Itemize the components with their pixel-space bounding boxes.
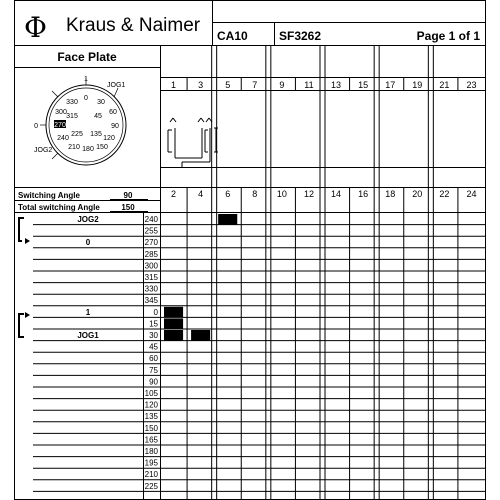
contact-number-bottom: 16	[358, 189, 369, 199]
dial-highlighted-value: 270	[54, 122, 66, 129]
dial-number: 300	[55, 109, 67, 116]
dial-label-1: 1	[84, 76, 88, 83]
angle-value: 345	[144, 296, 158, 306]
angle-value: 225	[144, 481, 158, 491]
dial-number: 0	[84, 95, 88, 102]
angle-value: 195	[144, 458, 158, 468]
contact-number-top: 9	[279, 80, 285, 90]
contact-number-bottom: 10	[276, 189, 287, 199]
total-switching-angle-label: Total switching Angle	[18, 203, 100, 212]
dial-number: 150	[96, 144, 108, 151]
angle-value: 165	[144, 435, 158, 445]
face-plate-frame	[14, 45, 485, 500]
contact-number-top: 21	[439, 80, 450, 90]
angle-value: 315	[144, 273, 158, 282]
contact-number-bottom: 24	[466, 189, 477, 199]
switching-angle-value: 90	[123, 191, 133, 200]
program-code: SF3262	[279, 29, 322, 43]
switching-angle-label: Switching Angle	[18, 191, 80, 200]
position-label: JOG1	[77, 331, 99, 340]
contact-number-bottom: 4	[198, 189, 204, 199]
switching-table-angles	[145, 215, 159, 491]
total-switching-angle-value: 150	[121, 203, 135, 212]
contact-schematic	[168, 118, 218, 168]
position-label: JOG2	[77, 215, 99, 224]
angle-value: 135	[144, 412, 158, 422]
series-code: CA10	[217, 29, 248, 43]
closed-contact-mark	[218, 214, 237, 225]
angle-value: 300	[144, 261, 158, 271]
dial-label-0: 0	[34, 123, 38, 130]
dial-number: 315	[66, 113, 78, 120]
angle-value: 105	[144, 389, 158, 398]
dial-label-jog1: JOG1	[107, 82, 126, 89]
contact-number-top: 19	[412, 80, 423, 90]
switching-table-grid	[33, 213, 485, 500]
angle-value: 285	[144, 249, 158, 259]
angle-value: 255	[144, 226, 158, 236]
brand-logo: Φ	[24, 11, 47, 44]
dial-number: 60	[109, 109, 117, 116]
closed-contact-mark	[164, 307, 183, 318]
angle-value: 120	[144, 400, 158, 410]
dial-number: 30	[97, 99, 105, 106]
angle-value: 150	[144, 423, 158, 433]
closed-contact-mark	[164, 318, 183, 329]
bracket-lower-icon	[19, 314, 24, 337]
contact-number-bottom: 18	[385, 189, 396, 199]
angle-value: 210	[144, 470, 158, 480]
dial-number: 135	[90, 131, 102, 138]
closed-contact-mark	[164, 330, 183, 341]
switching-table-contacts	[164, 214, 237, 341]
dial-number: 225	[71, 131, 83, 138]
contact-number-bottom: 8	[252, 189, 258, 199]
angle-value: 60	[149, 354, 158, 364]
dial-number: 120	[103, 135, 115, 142]
contact-number-bottom: 20	[412, 189, 423, 199]
angle-value: 270	[144, 238, 158, 248]
rotation-arrows	[25, 238, 30, 318]
angle-value: 240	[144, 215, 158, 224]
contact-number-top: 3	[198, 80, 204, 90]
page-indicator: Page 1 of 1	[416, 29, 480, 43]
angle-value: 180	[144, 447, 158, 456]
contact-number-top: 13	[331, 80, 342, 90]
rotation-brackets	[19, 218, 24, 337]
bracket-upper-icon	[19, 218, 24, 242]
dial-number: 90	[111, 123, 119, 130]
contact-number-top: 23	[466, 80, 477, 90]
contact-number-top: 11	[304, 80, 314, 90]
angle-value: 15	[149, 319, 158, 329]
dial-number: 330	[66, 99, 78, 106]
contact-number-top: 5	[225, 80, 231, 90]
contact-number-bottom: 14	[331, 189, 342, 199]
contact-number-top: 7	[252, 80, 258, 90]
angle-value: 90	[149, 377, 158, 387]
angle-value: 45	[149, 342, 158, 352]
angle-value: 75	[149, 365, 158, 375]
brand-name: Kraus & Naimer	[66, 15, 201, 36]
position-label: 1	[85, 307, 91, 317]
face-plate-title: Face Plate	[57, 50, 117, 64]
dial-number: 210	[68, 144, 80, 151]
contact-number-bottom: 12	[303, 189, 314, 199]
contact-number-bottom: 2	[171, 189, 177, 199]
arrow-right-icon-2	[25, 312, 30, 318]
contact-grid	[160, 45, 485, 500]
dial-number: 180	[82, 146, 94, 153]
contact-number-top: 1	[171, 80, 177, 90]
angle-value: 30	[149, 331, 158, 340]
contact-number-top: 15	[358, 80, 369, 90]
switching-table-positions	[77, 215, 99, 340]
angle-value: 330	[144, 284, 158, 294]
contact-number-bottom: 6	[225, 189, 231, 199]
closed-contact-mark	[191, 330, 210, 341]
position-label: 0	[85, 238, 91, 248]
dial-number: 240	[57, 135, 69, 142]
dial-number: 45	[94, 113, 102, 120]
angle-value: 0	[153, 307, 158, 317]
contact-number-bottom: 22	[439, 189, 450, 199]
arrow-right-icon	[25, 238, 30, 244]
contact-number-top: 17	[385, 80, 396, 90]
dial-label-jog2: JOG2	[34, 147, 53, 154]
